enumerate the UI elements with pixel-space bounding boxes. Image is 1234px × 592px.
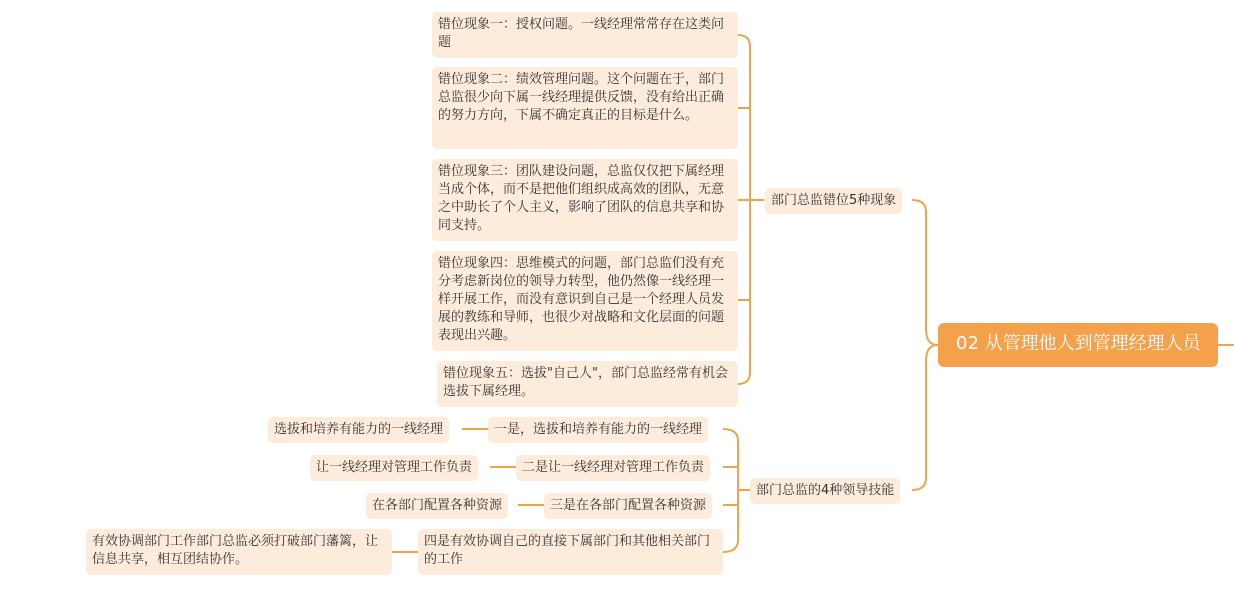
leaf-misplacement-5[interactable]: 错位现象五：选拔"自己人"，部门总监经常有机会选拔下属经理。 bbox=[437, 361, 738, 407]
skill-detail-1[interactable]: 选拔和培养有能力的一线经理 bbox=[268, 417, 449, 443]
skill-detail-4[interactable]: 有效协调部门工作部门总监必须打破部门藩篱，让信息共享，相互团结协作。 bbox=[86, 529, 392, 575]
skill-detail-3[interactable]: 在各部门配置各种资源 bbox=[366, 493, 508, 519]
skill-node-2[interactable]: 二是让一线经理对管理工作负责 bbox=[516, 455, 710, 481]
leaf-misplacement-2[interactable]: 错位现象二：绩效管理问题。这个问题在于，部门总监很少向下属一线经理提供反馈，没有给出正确的努力方向，下属不确定真正的目标是什么。 bbox=[432, 67, 738, 149]
skill-node-3[interactable]: 三是在各部门配置各种资源 bbox=[544, 493, 712, 519]
leaf-misplacement-1[interactable]: 错位现象一：授权问题。一线经理常常存在这类问题 bbox=[432, 12, 738, 58]
root-node[interactable]: 02 从管理他人到管理经理人员 bbox=[938, 323, 1218, 367]
skill-detail-2[interactable]: 让一线经理对管理工作负责 bbox=[310, 455, 478, 481]
branch-node-misplacement[interactable]: 部门总监错位5种现象 bbox=[765, 188, 902, 214]
leaf-misplacement-4[interactable]: 错位现象四：思维模式的问题，部门总监们没有充分考虑新岗位的领导力转型，他仍然像一线经理一样开展工作，而没有意识到自己是一个经理人员发展的教练和导师，也很少对战略和文化层面的问题表现出兴趣。 bbox=[432, 251, 738, 351]
leaf-misplacement-3[interactable]: 错位现象三：团队建设问题，总监仅仅把下属经理当成个体，而不是把他们组织成高效的团队，无意之中助长了个人主义，影响了团队的信息共享和协同支持。 bbox=[432, 159, 738, 241]
skill-node-4[interactable]: 四是有效协调自己的直接下属部门和其他相关部门的工作 bbox=[418, 529, 723, 575]
branch-node-leadership-skills[interactable]: 部门总监的4种领导技能 bbox=[750, 478, 900, 504]
skill-node-1[interactable]: 一是，选拔和培养有能力的一线经理 bbox=[488, 417, 708, 443]
